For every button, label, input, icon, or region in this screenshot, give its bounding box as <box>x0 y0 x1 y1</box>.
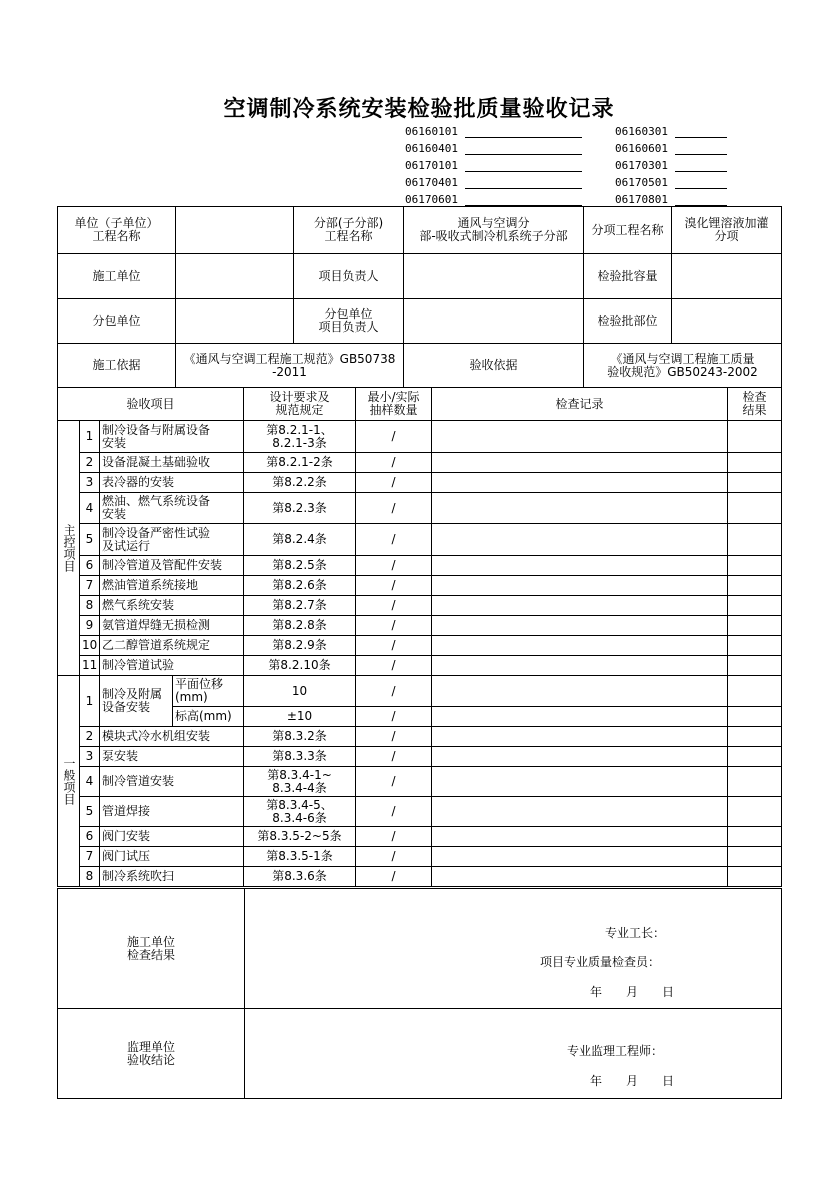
item-record[interactable] <box>432 421 728 453</box>
signature-table <box>57 888 782 1099</box>
batch-code-row <box>615 190 727 206</box>
item-sample[interactable]: / <box>356 727 432 747</box>
item-spec: 第8.2.4条 <box>244 524 356 556</box>
item-name: 氨管道焊缝无损检测 <box>100 616 244 636</box>
basis-value[interactable]: 《通风与空调工程施工规范》GB50738 -2011 <box>176 344 404 388</box>
batch-code: 06160301 <box>615 125 668 138</box>
item-result[interactable] <box>728 827 782 847</box>
subitem-value[interactable]: 溴化锂溶液加灌 分项 <box>672 207 782 254</box>
foreman-label: 专业工长： <box>605 926 666 940</box>
table-row <box>58 867 782 887</box>
item-result[interactable] <box>728 676 782 707</box>
item-spec: 10 <box>244 676 356 707</box>
item-name: 燃气系统安装 <box>100 596 244 616</box>
col-item: 验收项目 <box>58 388 244 421</box>
item-result[interactable] <box>728 473 782 493</box>
item-sample[interactable]: / <box>356 747 432 767</box>
table-row <box>58 576 782 596</box>
batch-code-blank[interactable] <box>675 125 727 138</box>
item-result[interactable] <box>728 767 782 797</box>
item-spec: 第8.3.4-1~ 8.3.4-4条 <box>244 767 356 797</box>
item-sample[interactable]: / <box>356 636 432 656</box>
table-row <box>58 524 782 556</box>
item-sample[interactable]: / <box>356 453 432 473</box>
table-row <box>58 747 782 767</box>
subitem-label: 分项工程名称 <box>584 207 672 254</box>
item-spec: 第8.2.10条 <box>244 656 356 676</box>
item-result[interactable] <box>728 421 782 453</box>
item-name: 设备混凝土基础验收 <box>100 453 244 473</box>
batch-code: 06170101 <box>405 159 458 172</box>
construction-check-label: 施工单位 检查结果 <box>58 889 245 1009</box>
batch-code-row <box>405 156 582 172</box>
capacity-value[interactable] <box>672 254 782 299</box>
item-result[interactable] <box>728 636 782 656</box>
batch-code: 06160401 <box>405 142 458 155</box>
item-spec: 第8.2.1-2条 <box>244 453 356 473</box>
item-number: 6 <box>80 827 100 847</box>
item-record[interactable] <box>432 747 728 767</box>
table-row <box>58 636 782 656</box>
item-name: 制冷设备严密性试验 及试运行 <box>100 524 244 556</box>
item-number: 2 <box>80 727 100 747</box>
item-record[interactable] <box>432 473 728 493</box>
batch-code-blank[interactable] <box>465 193 582 206</box>
general-group-label: 一般项目 <box>58 676 80 887</box>
item-record[interactable] <box>432 827 728 847</box>
item-spec: 第8.3.5-1条 <box>244 847 356 867</box>
batch-code-blank[interactable] <box>465 159 582 172</box>
pm-label: 项目负责人 <box>294 254 404 299</box>
item-sample[interactable]: / <box>356 421 432 453</box>
item-sample[interactable]: / <box>356 847 432 867</box>
item-record[interactable] <box>432 556 728 576</box>
construction-check-area[interactable] <box>245 889 782 1009</box>
item-sample[interactable]: / <box>356 656 432 676</box>
table-row <box>58 767 782 797</box>
location-value[interactable] <box>672 299 782 344</box>
col-result: 检查 结果 <box>728 388 782 421</box>
supervision-area[interactable] <box>245 1009 782 1099</box>
col-sample: 最小/实际 抽样数量 <box>356 388 432 421</box>
acceptance-basis-label: 验收依据 <box>404 344 584 388</box>
item-record[interactable] <box>432 707 728 727</box>
item-result[interactable] <box>728 493 782 524</box>
item-name: 表冷器的安装 <box>100 473 244 493</box>
item-spec: 第8.2.3条 <box>244 493 356 524</box>
item-result[interactable] <box>728 576 782 596</box>
batch-code-blank[interactable] <box>465 142 582 155</box>
capacity-label: 检验批容量 <box>584 254 672 299</box>
item-sample[interactable]: / <box>356 797 432 827</box>
item-record[interactable] <box>432 576 728 596</box>
division-value[interactable]: 通风与空调分 部-吸收式制冷机系统子分部 <box>404 207 584 254</box>
item-name: 模块式冷水机组安装 <box>100 727 244 747</box>
item-spec: 第8.3.5-2~5条 <box>244 827 356 847</box>
item-name: 乙二醇管道系统规定 <box>100 636 244 656</box>
table-row <box>58 656 782 676</box>
item-name: 燃油、燃气系统设备 安装 <box>100 493 244 524</box>
item-result[interactable] <box>728 524 782 556</box>
subcontractor-label: 分包单位 <box>58 299 176 344</box>
table-row <box>58 797 782 827</box>
item-sample[interactable]: / <box>356 556 432 576</box>
batch-code: 06170301 <box>615 159 668 172</box>
batch-code-row <box>615 139 727 155</box>
item-result[interactable] <box>728 797 782 827</box>
item-result[interactable] <box>728 727 782 747</box>
item-record[interactable] <box>432 767 728 797</box>
quality-inspector-label: 项目专业质量检查员： <box>540 955 661 969</box>
item-sample[interactable]: / <box>356 827 432 847</box>
item-sample[interactable]: / <box>356 707 432 727</box>
item-name: 制冷管道试验 <box>100 656 244 676</box>
item-name: 燃油管道系统接地 <box>100 576 244 596</box>
table-row <box>58 827 782 847</box>
item-result[interactable] <box>728 747 782 767</box>
table-row <box>58 493 782 524</box>
sub-pm-value[interactable] <box>404 299 584 344</box>
basis-label: 施工依据 <box>58 344 176 388</box>
location-label: 检验批部位 <box>584 299 672 344</box>
item-sample[interactable]: / <box>356 767 432 797</box>
item-record[interactable] <box>432 596 728 616</box>
item-number: 11 <box>80 656 100 676</box>
item-number: 10 <box>80 636 100 656</box>
item-spec: ±10 <box>244 707 356 727</box>
table-row <box>58 453 782 473</box>
batch-code-blank[interactable] <box>675 159 727 172</box>
batch-code-blank[interactable] <box>675 142 727 155</box>
item-name: 阀门试压 <box>100 847 244 867</box>
item-sample[interactable]: / <box>356 493 432 524</box>
batch-code-row <box>615 156 727 172</box>
supervision-date: 年 月 日 <box>590 1074 675 1088</box>
item-sample[interactable]: / <box>356 473 432 493</box>
item-spec: 第8.2.7条 <box>244 596 356 616</box>
item-spec: 第8.2.8条 <box>244 616 356 636</box>
batch-code-blank[interactable] <box>675 176 727 189</box>
batch-code-row <box>405 139 582 155</box>
item-record[interactable] <box>432 453 728 473</box>
main-control-group-label: 主控项目 <box>58 421 80 676</box>
supervision-label: 监理单位 验收结论 <box>58 1009 245 1099</box>
item-name: 制冷设备与附属设备 安装 <box>100 421 244 453</box>
item-number: 8 <box>80 596 100 616</box>
construction-date: 年 月 日 <box>590 985 675 999</box>
item-number: 5 <box>80 524 100 556</box>
batch-code: 06160101 <box>405 125 458 138</box>
batch-code-row <box>405 122 582 138</box>
item-name: 管道焊接 <box>100 797 244 827</box>
item-result[interactable] <box>728 847 782 867</box>
item-record[interactable] <box>432 524 728 556</box>
item-number: 9 <box>80 616 100 636</box>
table-row <box>58 727 782 747</box>
batch-code-row <box>405 173 582 189</box>
item-number: 4 <box>80 493 100 524</box>
supervision-engineer-label: 专业监理工程师： <box>567 1044 664 1058</box>
item-result[interactable] <box>728 867 782 887</box>
unit-value[interactable] <box>176 207 294 254</box>
item-number: 7 <box>80 847 100 867</box>
item-number: 4 <box>80 767 100 797</box>
item-name: 制冷系统吹扫 <box>100 867 244 887</box>
item-record[interactable] <box>432 676 728 707</box>
item-result[interactable] <box>728 556 782 576</box>
item-spec: 第8.2.6条 <box>244 576 356 596</box>
item-result[interactable] <box>728 453 782 473</box>
pm-value[interactable] <box>404 254 584 299</box>
item-name: 制冷管道安装 <box>100 767 244 797</box>
item-record[interactable] <box>432 616 728 636</box>
item-record[interactable] <box>432 727 728 747</box>
table-row <box>58 847 782 867</box>
item-spec: 第8.2.2条 <box>244 473 356 493</box>
inspection-items-table <box>57 387 782 887</box>
unit-label: 单位（子单位） 工程名称 <box>58 207 176 254</box>
table-row <box>58 556 782 576</box>
acceptance-basis-value[interactable]: 《通风与空调工程施工质量 验收规范》GB50243-2002 <box>584 344 782 388</box>
item-number: 7 <box>80 576 100 596</box>
table-row <box>58 596 782 616</box>
item-spec: 第8.3.6条 <box>244 867 356 887</box>
table-row <box>58 616 782 636</box>
contractor-label: 施工单位 <box>58 254 176 299</box>
item-sample[interactable]: / <box>356 596 432 616</box>
item-number: 2 <box>80 453 100 473</box>
item-result[interactable] <box>728 707 782 727</box>
sub-pm-label: 分包单位 项目负责人 <box>294 299 404 344</box>
item-name: 泵安装 <box>100 747 244 767</box>
item-spec: 第8.2.1-1、 8.2.1-3条 <box>244 421 356 453</box>
item-record[interactable] <box>432 636 728 656</box>
batch-code-blank[interactable] <box>465 176 582 189</box>
batch-code-blank[interactable] <box>675 193 727 206</box>
batch-code-row <box>615 122 727 138</box>
item-spec: 第8.3.2条 <box>244 727 356 747</box>
item-number: 6 <box>80 556 100 576</box>
item-number: 8 <box>80 867 100 887</box>
table-row <box>58 676 782 707</box>
item-spec: 第8.3.3条 <box>244 747 356 767</box>
header-table <box>57 206 782 388</box>
batch-code-row <box>615 173 727 189</box>
batch-code-row <box>405 190 582 206</box>
col-design: 设计要求及 规范规定 <box>244 388 356 421</box>
page-title: 空调制冷系统安装检验批质量验收记录 <box>223 97 615 122</box>
table-row <box>58 421 782 453</box>
item-sample[interactable]: / <box>356 867 432 887</box>
division-label: 分部(子分部) 工程名称 <box>294 207 404 254</box>
item-sample[interactable]: / <box>356 576 432 596</box>
item-sample[interactable]: / <box>356 524 432 556</box>
item-record[interactable] <box>432 867 728 887</box>
sub-item-name: 标高(mm) <box>173 707 244 727</box>
item-spec: 第8.2.5条 <box>244 556 356 576</box>
item-name: 阀门安装 <box>100 827 244 847</box>
item-result[interactable] <box>728 616 782 636</box>
item-result[interactable] <box>728 656 782 676</box>
item-sample[interactable]: / <box>356 616 432 636</box>
batch-code: 06170601 <box>405 193 458 206</box>
table-row <box>58 473 782 493</box>
item-name: 制冷管道及管配件安装 <box>100 556 244 576</box>
batch-code-blank[interactable] <box>465 125 582 138</box>
item-record[interactable] <box>432 656 728 676</box>
batch-code: 06170401 <box>405 176 458 189</box>
item-number: 1 <box>80 676 100 727</box>
batch-code: 06170501 <box>615 176 668 189</box>
item-spec: 第8.3.4-5、 8.3.4-6条 <box>244 797 356 827</box>
batch-code: 06160601 <box>615 142 668 155</box>
sub-item-name: 平面位移 (mm) <box>173 676 244 707</box>
item-number: 3 <box>80 747 100 767</box>
item-number: 1 <box>80 421 100 453</box>
batch-code: 06170801 <box>615 193 668 206</box>
item-name: 制冷及附属 设备安装 <box>100 676 173 727</box>
item-sample[interactable]: / <box>356 676 432 707</box>
item-record[interactable] <box>432 847 728 867</box>
subcontractor-value[interactable] <box>176 299 294 344</box>
item-spec: 第8.2.9条 <box>244 636 356 656</box>
item-record[interactable] <box>432 493 728 524</box>
item-number: 5 <box>80 797 100 827</box>
item-record[interactable] <box>432 797 728 827</box>
item-number: 3 <box>80 473 100 493</box>
col-record: 检查记录 <box>432 388 728 421</box>
item-result[interactable] <box>728 596 782 616</box>
contractor-value[interactable] <box>176 254 294 299</box>
